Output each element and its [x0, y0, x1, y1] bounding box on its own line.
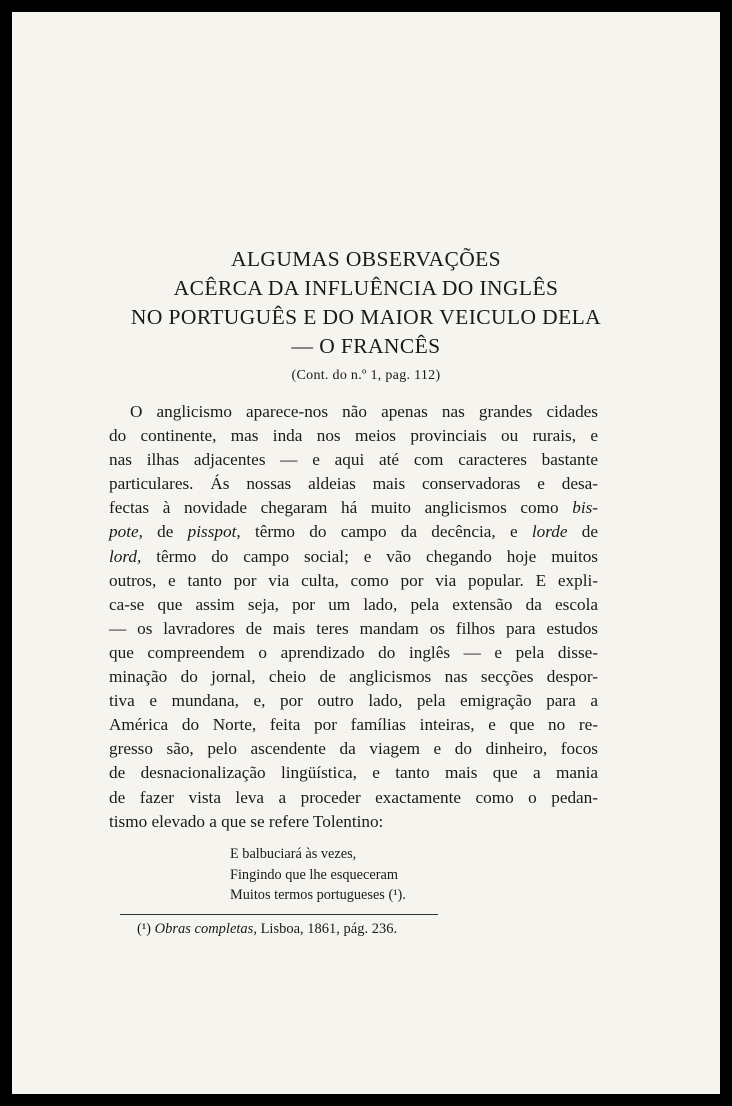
body-line: tismo elevado a que se refere Tolentino:: [109, 811, 384, 831]
body-line: que compreendem o aprendizado do inglês — e pela disse-: [109, 642, 598, 662]
verse-line-1: E balbuciará às vezes,: [230, 846, 357, 862]
body-line: minação do jornal, cheio de anglicismos nas secções despor-: [109, 667, 598, 687]
body-line: do continente, mas inda nos meios provinciais ou rurais, e: [109, 426, 598, 446]
body-line: de fazer vista leva a proceder exactamente como o pedan-: [109, 787, 598, 807]
body-line: [109, 545, 598, 569]
footnote-marker: (¹): [137, 921, 152, 937]
body-segment: fectas à novidade chegaram há muito anglicismos como: [109, 498, 559, 518]
title-line-4: — O FRANCÊS: [291, 334, 441, 358]
body-line: nas ilhas adjacentes — e aqui até com caracteres bastante: [109, 450, 598, 470]
article-title: [12, 245, 720, 361]
footnote-citation: Lisboa, 1861, pág. 236.: [260, 921, 398, 937]
body-segment: de: [157, 522, 174, 542]
body-line: [109, 520, 598, 544]
body-segment: têrmo do campo social; e vão chegando hoje muitos: [156, 546, 599, 566]
body-line: particulares. Ás nossas aldeias mais conservadoras e desa-: [109, 474, 598, 494]
footnote-divider: [120, 914, 438, 915]
italic-term: pote,: [109, 522, 143, 542]
body-line: América do Norte, feita por famílias inteiras, e que no re-: [109, 715, 598, 735]
body-line: tiva e mundana, e, por outro lado, pela emigração para a: [109, 691, 598, 711]
body-line: [109, 496, 598, 520]
continuation-note: (Cont. do n.º 1, pag. 112): [291, 368, 441, 383]
verse-quote: [230, 844, 406, 906]
italic-term: lord,: [109, 546, 142, 566]
body-line: — os lavradores de mais teres mandam os filhos para estudos: [109, 618, 598, 638]
body-line: outros, e tanto por via culta, como por via popular. E expli-: [109, 570, 598, 590]
verse-line-2: Fingindo que lhe esqueceram: [230, 866, 398, 883]
page: [12, 12, 720, 1094]
body-line: gresso são, pelo ascendente da viagem e do dinheiro, focos: [109, 739, 598, 759]
body-line: ca-se que assim seja, por um lado, pela extensão da escola: [109, 594, 598, 614]
title-line-3: NO PORTUGUÊS E DO MAIOR VEICULO DELA: [130, 305, 602, 329]
title-line-2: ACÊRCA DA INFLUÊNCIA DO INGLÊS: [173, 276, 559, 300]
italic-term: lorde: [531, 522, 568, 542]
footnote-work-title: Obras completas,: [154, 921, 257, 937]
body-line: O anglicismo aparece-nos não apenas nas grandes cidades: [130, 402, 598, 421]
verse-line-3: Muitos termos portugueses (¹).: [230, 887, 406, 903]
body-segment: têrmo do campo da decência, e: [254, 522, 518, 542]
body-line: de desnacionalização lingüística, e tanto mais que a mania: [109, 763, 598, 783]
title-line-1: ALGUMAS OBSERVAÇÕES: [230, 247, 502, 271]
italic-term: bis-: [572, 498, 599, 518]
italic-term: pisspot,: [187, 522, 241, 542]
body-paragraph: [109, 400, 598, 834]
body-segment: de: [581, 522, 599, 542]
footnote: [137, 921, 397, 938]
